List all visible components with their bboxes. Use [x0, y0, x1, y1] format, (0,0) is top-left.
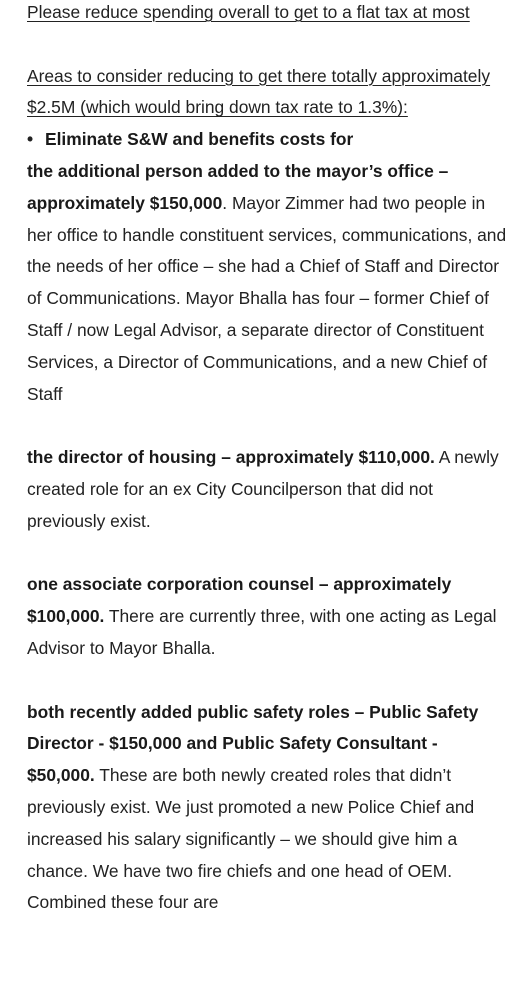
item-director-housing [27, 442, 507, 537]
areas-paragraph [27, 61, 507, 125]
item-mayors-office-text: . Mayor Zimmer had two people in her office to handle constituent services, communications, and the needs of her office – she had a Chief of Staff and Director of Communications. Mayor Bhalla has four – former Chief of Staff / now Legal Advisor, a separate director of Constituent Services, a Director of Communications, and a new Chief of Staff [27, 192, 507, 404]
item-mayors-office-heading: the additional person added to the mayor’s office – approximately $150,000 [27, 160, 449, 213]
areas-link[interactable]: Areas to consider reducing to get there totally approximately $2.5M (which would bring down tax rate to 1.3%): [27, 65, 491, 118]
item-director-housing-heading: the director of housing – approximately $110,000. [27, 447, 435, 468]
bullet-icon: • [27, 129, 34, 150]
item-public-safety-text: These are both newly created roles that didn’t previously exist. We just promoted a new Police Chief and increased his salary significantly – we should give him a chance. We have two fire chiefs and one head of OEM. Combined these four are [27, 765, 475, 913]
document-body [27, 0, 507, 919]
bullet-heading-paragraph [27, 124, 507, 156]
item-corporation-counsel-heading: one associate corporation counsel – approximately $100,000. [27, 574, 452, 627]
intro-link[interactable]: Please reduce spending overall to get to a flat tax at most [27, 2, 470, 22]
item-mayors-office [27, 156, 507, 410]
intro-paragraph [27, 0, 507, 29]
item-corporation-counsel [27, 569, 507, 664]
item-public-safety-heading: both recently added public safety roles – Public Safety Director - $150,000 and Public Safety Consultant - $50,000. [27, 701, 479, 786]
item-public-safety [27, 697, 507, 920]
item-director-housing-text: A newly created role for an ex City Councilperson that did not previously exist. [27, 447, 499, 531]
item-corporation-counsel-text: There are currently three, with one acting as Legal Advisor to Mayor Bhalla. [27, 606, 497, 658]
bullet-heading: Eliminate S&W and benefits costs for [45, 129, 354, 150]
